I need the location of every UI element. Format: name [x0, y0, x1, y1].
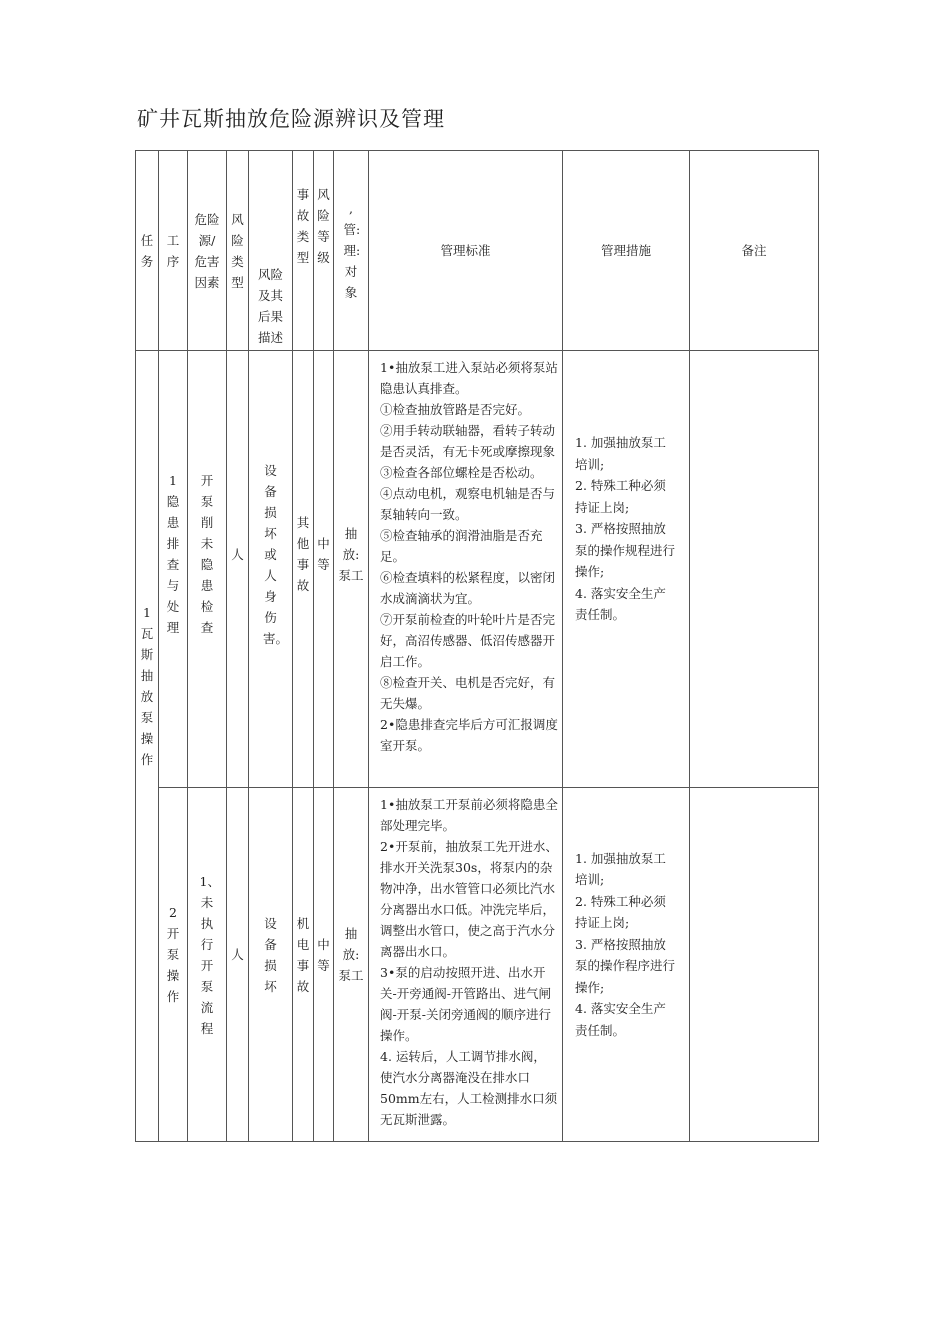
risk-type-cell: 人 [227, 351, 249, 788]
header-risk-desc: 风险及其后果描述 [249, 151, 293, 351]
header-risk-level: 风险等级 [314, 151, 334, 351]
header-hazard: 危险源/危害因素 [188, 151, 227, 351]
hazard-table [135, 150, 819, 1142]
process-cell: 1隐患排查与处理 [159, 351, 188, 788]
accident-type-cell: 其他事故 [293, 351, 314, 788]
task-cell: 1瓦斯抽放泵操作 [136, 351, 159, 1142]
process-cell: 2开泵操作 [159, 788, 188, 1142]
header-mgmt-standard: 管理标准 [369, 151, 563, 351]
mgmt-target-cell: 抽放:泵工 [334, 351, 369, 788]
header-row [136, 151, 819, 351]
header-remarks: 备注 [690, 151, 819, 351]
header-risk-type: 风险类型 [227, 151, 249, 351]
header-mgmt-target: ,管:理:对象 [334, 151, 369, 351]
header-task: 任务 [136, 151, 159, 351]
mgmt-standard-cell: 1•抽放泵工开泵前必须将隐患全部处理完毕。 2•开泵前，抽放泵工先开进水、排水开关洗泵30s，将泵内的杂物冲净，出水管管口必须比汽水分离器出水口低。冲洗完毕后，调整出水管口，使之高于汽水分离器出水口。 3•泵的启动按照开进、出水开关-开旁通阀-开管路出、进气闸阀-开泵-关闭旁通阀的顺序进行操作。 4. 运转后，人工调节排水阀，使汽水分离器淹没在排水口50mm左右，人工检测排水口须无瓦斯泄露。 [369, 788, 563, 1142]
hazard-cell: 开泵削未隐患检查 [188, 351, 227, 788]
table-row [136, 351, 819, 788]
header-accident-type: 事故类型 [293, 151, 314, 351]
header-process: 工序 [159, 151, 188, 351]
remarks-cell [690, 788, 819, 1142]
risk-desc-cell: 设备损坏或人身伤害。 [249, 351, 293, 788]
mgmt-measures-cell: 1. 加强抽放泵工培训; 2. 特殊工种必须持证上岗; 3. 严格按照抽放泵的操作规程进行操作; 4. 落实安全生产责任制。 [563, 351, 690, 788]
risk-level-cell: 中等 [314, 788, 334, 1142]
risk-desc-cell: 设备损坏 [249, 788, 293, 1142]
table-row [136, 788, 819, 1142]
header-mgmt-measures: 管理措施 [563, 151, 690, 351]
mgmt-standard-cell: 1•抽放泵工进入泵站必须将泵站隐患认真排查。 ①检查抽放管路是否完好。 ②用手转动联轴器，看转子转动是否灵活，有无卡死或摩擦现象 ③检查各部位螺栓是否松动。 ④点动电机，观察电机轴是否与泵轴转向一致。 ⑤检查轴承的润滑油脂是否充足。 ⑥检查填料的松紧程度，以密闭水成滴滴状为宜。 ⑦开泵前检查的叶轮叶片是否完好，高沼传感器、低沼传感器开启工作。 ⑧检查开关、电机是否完好，有无失爆。 2•隐患排查完毕后方可汇报调度室开泵。 [369, 351, 563, 788]
page-title: 矿井瓦斯抽放危险源辨识及管理 [137, 107, 445, 131]
accident-type-cell: 机电事故 [293, 788, 314, 1142]
hazard-cell: 1、未执行开泵流程 [188, 788, 227, 1142]
risk-level-cell: 中等 [314, 351, 334, 788]
mgmt-measures-cell: 1. 加强抽放泵工培训; 2. 特殊工种必须持证上岗; 3. 严格按照抽放泵的操作程序进行操作; 4. 落实安全生产责任制。 [563, 788, 690, 1142]
risk-type-cell: 人 [227, 788, 249, 1142]
remarks-cell [690, 351, 819, 788]
mgmt-target-cell: 抽放:泵工 [334, 788, 369, 1142]
